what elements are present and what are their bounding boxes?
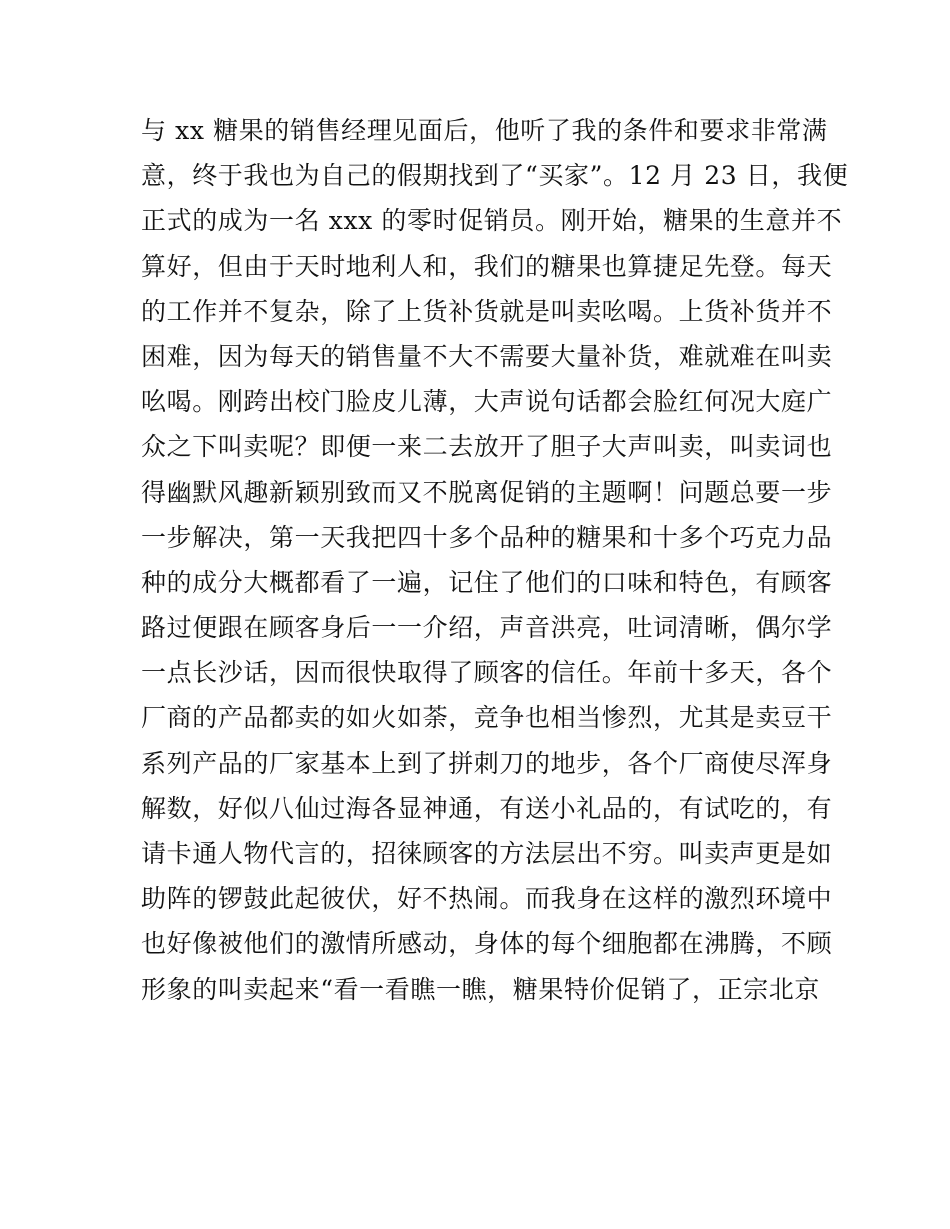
text-line: 意，终于我也为自己的假期找到了“买家”。12 月 23 日，我便 xyxy=(141,161,849,191)
text-line: 算好，但由于天时地利人和，我们的糖果也算捷足先登。每天 xyxy=(141,251,833,281)
text-line: 吆喝。刚跨出校门脸皮儿薄，大声说句话都会脸红何况大庭广 xyxy=(141,387,833,417)
text-line: 众之下叫卖呢？即便一来二去放开了胆子大声叫卖，叫卖词也 xyxy=(141,432,833,462)
text-line: 一点长沙话，因而很快取得了顾客的信任。年前十多天，各个 xyxy=(141,658,833,688)
text-line: 与 xx 糖果的销售经理见面后，他听了我的条件和要求非常满 xyxy=(141,116,828,145)
text-line: 种的成分大概都看了一遍，记住了他们的口味和特色，有顾客 xyxy=(141,567,833,597)
text-line: 也好像被他们的激情所感动，身体的每个细胞都在沸腾，不顾 xyxy=(141,929,833,959)
text-line: 困难，因为每天的销售量不大不需要大量补货，难就难在叫卖 xyxy=(141,341,833,371)
text-line: 系列产品的厂家基本上到了拼刺刀的地步，各个厂商使尽浑身 xyxy=(141,748,833,778)
text-line: 请卡通人物代言的，招徕顾客的方法层出不穷。叫卖声更是如 xyxy=(141,839,833,868)
text-line: 一步解决，第一天我把四十多个品种的糖果和十多个巧克力品 xyxy=(141,522,833,552)
text-line: 解数，好似八仙过海各显神通，有送小礼品的，有试吃的，有 xyxy=(141,793,833,823)
body-text xyxy=(141,108,849,1012)
text-line: 厂商的产品都卖的如火如荼，竞争也相当惨烈，尤其是卖豆干 xyxy=(141,703,833,733)
text-line: 得幽默风趣新颖别致而又不脱离促销的主题啊！问题总要一步 xyxy=(141,477,833,507)
text-line: 正式的成为一名 xxx 的零时促销员。刚开始，糖果的生意并不 xyxy=(141,206,843,236)
text-line: 路过便跟在顾客身后一一介绍，声音洪亮，吐词清晰，偶尔学 xyxy=(141,613,833,643)
text-line: 助阵的锣鼓此起彼伏，好不热闹。而我身在这样的激烈环境中 xyxy=(141,884,833,914)
text-line: 的工作并不复杂，除了上货补货就是叫卖吆喝。上货补货并不 xyxy=(141,296,833,326)
text-line: 形象的叫卖起来“看一看瞧一瞧，糖果特价促销了，正宗北京 xyxy=(141,974,820,1004)
